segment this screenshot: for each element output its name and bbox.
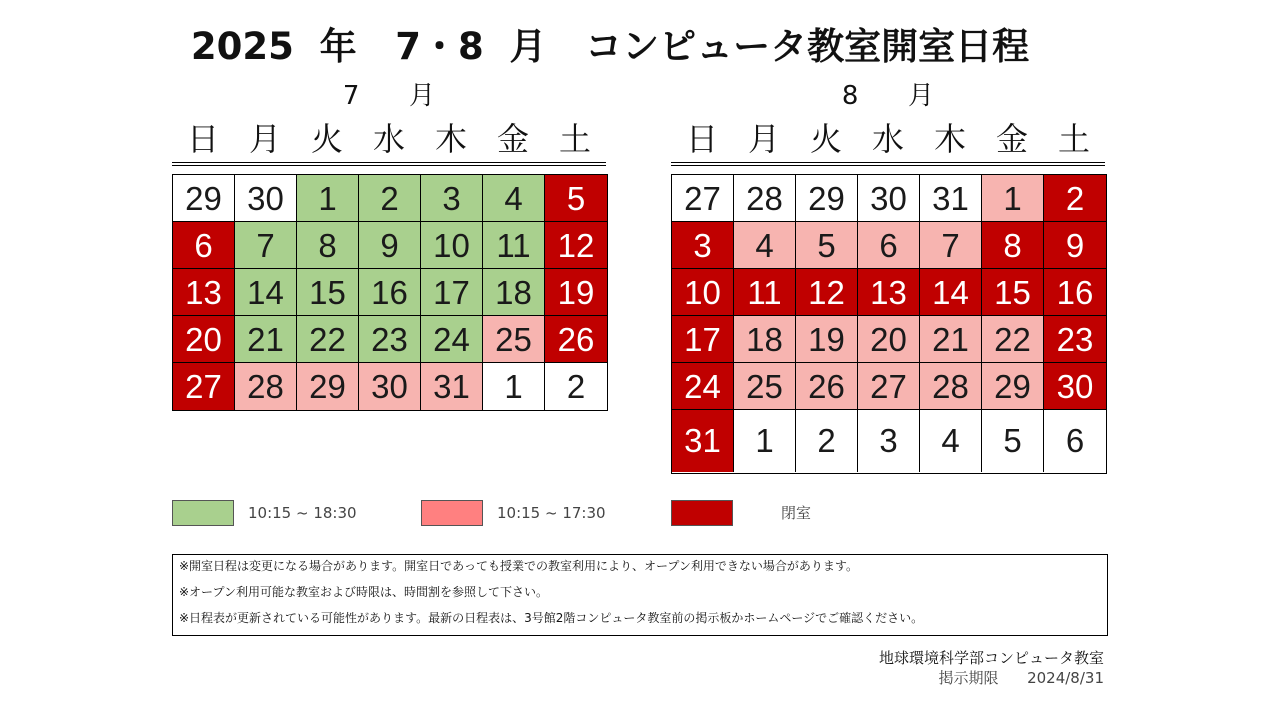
day-cell: 2 (359, 175, 421, 222)
day-cell: 4 (483, 175, 545, 222)
day-cell: 14 (920, 269, 982, 316)
weekday-label: 金 (995, 120, 1028, 158)
legend-label-open-short: 10:15 ~ 17:30 (497, 504, 606, 522)
footer-period-label: 掲示期限 (938, 669, 999, 687)
day-cell: 19 (545, 269, 607, 316)
day-cell: 3 (421, 175, 483, 222)
day-cell: 26 (545, 316, 607, 363)
calendar-grid-july (172, 174, 608, 411)
weekday-label: 日 (685, 120, 718, 158)
day-cell: 11 (734, 269, 796, 316)
day-cell: 27 (672, 175, 734, 222)
day-cell: 14 (235, 269, 297, 316)
weekday-label: 火 (310, 120, 343, 158)
calendar-grid-august (671, 174, 1107, 474)
day-cell: 24 (672, 363, 734, 410)
day-cell: 1 (297, 175, 359, 222)
day-cell: 1 (734, 410, 796, 472)
footer-period (938, 668, 1104, 688)
legend-swatch-closed (671, 500, 733, 526)
day-cell: 17 (421, 269, 483, 316)
day-cell: 18 (483, 269, 545, 316)
day-cell: 3 (858, 410, 920, 472)
day-cell: 6 (1044, 410, 1106, 472)
day-cell: 22 (982, 316, 1044, 363)
weekday-label: 水 (871, 120, 904, 158)
day-cell: 5 (545, 175, 607, 222)
day-cell: 30 (359, 363, 421, 410)
weekday-header-august (671, 116, 1105, 166)
day-cell: 20 (173, 316, 235, 363)
weekday-label: 土 (558, 120, 591, 158)
day-cell: 29 (982, 363, 1044, 410)
day-cell: 16 (1044, 269, 1106, 316)
day-cell: 12 (545, 222, 607, 269)
day-cell: 5 (796, 222, 858, 269)
weekday-label: 金 (496, 120, 529, 158)
weekday-label: 月 (747, 120, 780, 158)
note-update: ※日程表が更新されている可能性があります。最新の日程表は、3号館2階コンピュータ教室前の掲示板かホームページでご確認ください。 (179, 611, 924, 625)
day-cell: 2 (796, 410, 858, 472)
day-cell: 24 (421, 316, 483, 363)
day-cell: 12 (796, 269, 858, 316)
day-cell: 31 (920, 175, 982, 222)
day-cell: 29 (297, 363, 359, 410)
day-cell: 25 (483, 316, 545, 363)
day-cell: 20 (858, 316, 920, 363)
legend-label-closed: 閉室 (781, 504, 812, 522)
day-cell: 30 (235, 175, 297, 222)
day-cell: 9 (359, 222, 421, 269)
day-cell: 17 (672, 316, 734, 363)
weekday-label: 木 (434, 120, 467, 158)
day-cell: 9 (1044, 222, 1106, 269)
weekday-label: 日 (186, 120, 219, 158)
day-cell: 21 (235, 316, 297, 363)
day-cell: 18 (734, 316, 796, 363)
day-cell: 23 (1044, 316, 1106, 363)
weekday-label: 火 (809, 120, 842, 158)
day-cell: 28 (734, 175, 796, 222)
day-cell: 29 (173, 175, 235, 222)
day-cell: 8 (297, 222, 359, 269)
legend-label-open-long: 10:15 ~ 18:30 (248, 504, 357, 522)
footer-period-date: 2024/8/31 (1027, 669, 1104, 687)
day-cell: 7 (235, 222, 297, 269)
notes-box (172, 554, 1108, 636)
day-cell: 10 (421, 222, 483, 269)
day-cell: 1 (982, 175, 1044, 222)
day-cell: 2 (1044, 175, 1106, 222)
day-cell: 4 (734, 222, 796, 269)
day-cell: 31 (672, 410, 734, 472)
day-cell: 6 (858, 222, 920, 269)
day-cell: 27 (173, 363, 235, 410)
day-cell: 31 (421, 363, 483, 410)
day-cell: 13 (858, 269, 920, 316)
day-cell: 19 (796, 316, 858, 363)
day-cell: 28 (235, 363, 297, 410)
day-cell: 8 (982, 222, 1044, 269)
day-cell: 26 (796, 363, 858, 410)
day-cell: 15 (297, 269, 359, 316)
legend-swatch-open-short (421, 500, 483, 526)
weekday-label: 水 (372, 120, 405, 158)
legend-swatch-open-long (172, 500, 234, 526)
day-cell: 3 (672, 222, 734, 269)
day-cell: 29 (796, 175, 858, 222)
day-cell: 30 (1044, 363, 1106, 410)
day-cell: 7 (920, 222, 982, 269)
day-cell: 15 (982, 269, 1044, 316)
day-cell: 16 (359, 269, 421, 316)
note-open-use: ※オープン利用可能な教室および時限は、時間割を参照して下さい。 (179, 585, 548, 599)
day-cell: 1 (483, 363, 545, 410)
day-cell: 4 (920, 410, 982, 472)
day-cell: 5 (982, 410, 1044, 472)
day-cell: 22 (297, 316, 359, 363)
weekday-label: 木 (933, 120, 966, 158)
footer-org: 地球環境科学部コンピュータ教室 (878, 649, 1104, 667)
day-cell: 13 (173, 269, 235, 316)
day-cell: 11 (483, 222, 545, 269)
weekday-header-july (172, 116, 606, 166)
day-cell: 23 (359, 316, 421, 363)
day-cell: 25 (734, 363, 796, 410)
day-cell: 27 (858, 363, 920, 410)
page-title: 2025 年 7・8 月 コンピュータ教室開室日程 (190, 25, 1030, 68)
month-label-august: 8 月 (841, 81, 935, 111)
note-schedule-change: ※開室日程は変更になる場合があります。開室日であっても授業での教室利用により、オープン利用できない場合があります。 (179, 559, 858, 573)
day-cell: 21 (920, 316, 982, 363)
day-cell: 28 (920, 363, 982, 410)
weekday-label: 月 (248, 120, 281, 158)
day-cell: 30 (858, 175, 920, 222)
day-cell: 6 (173, 222, 235, 269)
month-label-july: 7 月 (342, 81, 436, 111)
day-cell: 2 (545, 363, 607, 410)
day-cell: 10 (672, 269, 734, 316)
weekday-label: 土 (1057, 120, 1090, 158)
